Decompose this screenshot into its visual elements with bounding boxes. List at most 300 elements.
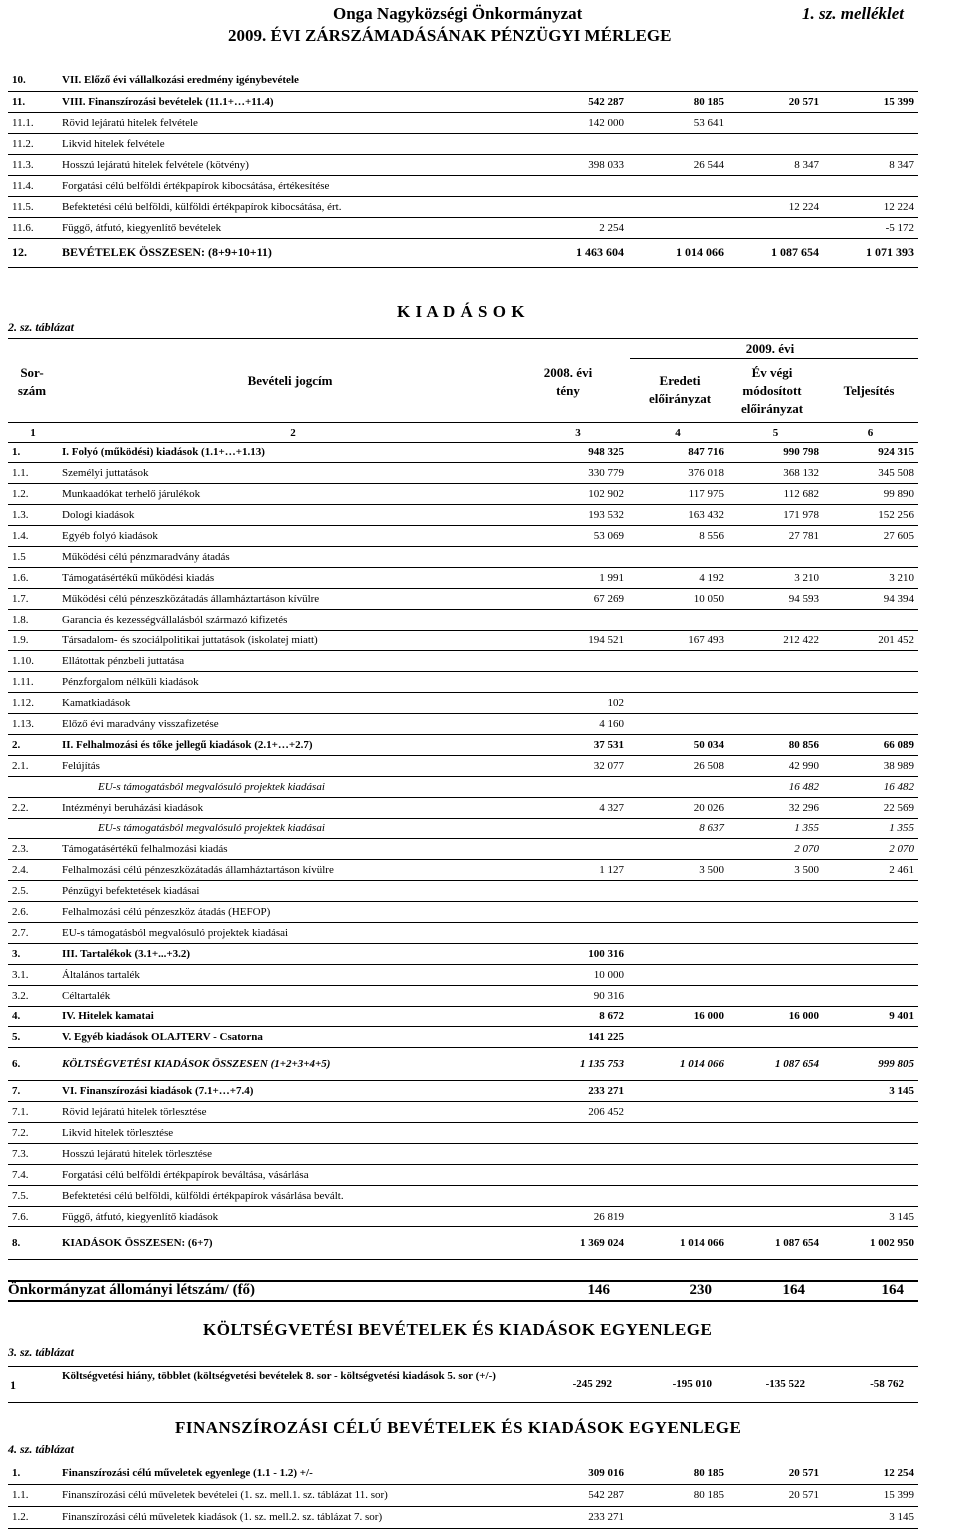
- row-value: [628, 651, 728, 672]
- row-label: Dologi kiadások: [58, 505, 528, 526]
- row-label: Pénzügyi befektetések kiadásai: [58, 881, 528, 902]
- row-value: 4 192: [628, 567, 728, 588]
- row-label: Finanszírozási célú műveletek bevételei (1. sz. mell.1. sz. táblázat 11. sor): [58, 1484, 528, 1506]
- row-number: 11.1.: [8, 112, 58, 133]
- table-row: [8, 588, 918, 609]
- row-value: 9 401: [823, 1006, 918, 1027]
- row-value: [628, 902, 728, 923]
- row-value: 233 271: [528, 1081, 628, 1102]
- row-value: 117 975: [628, 484, 728, 505]
- rule: [8, 338, 918, 339]
- row-number: 1.1.: [8, 463, 58, 484]
- staff-value: 164: [881, 1282, 904, 1298]
- row-label: Forgatási célú belföldi értékpapírok beváltása, vásárlása: [58, 1164, 528, 1185]
- row-value: [823, 70, 918, 91]
- row-number: 7.5.: [8, 1185, 58, 1206]
- table3-row-label: Költségvetési hiány, többlet (költségvetési bevételek 8. sor - költségvetési kiadások 5. sor (+/-): [62, 1370, 496, 1382]
- row-value: [728, 1506, 823, 1528]
- row-number: 2.1.: [8, 755, 58, 776]
- table-row: [8, 1206, 918, 1227]
- row-value: [528, 546, 628, 567]
- row-value: 948 325: [528, 442, 628, 463]
- row-number: 2.: [8, 734, 58, 755]
- row-value: [528, 839, 628, 860]
- row-value: 27 781: [728, 526, 823, 547]
- row-value: 1 369 024: [528, 1227, 628, 1260]
- table-row: [8, 196, 918, 217]
- table-row: [8, 943, 918, 964]
- table-row: [8, 546, 918, 567]
- table-row: [8, 154, 918, 175]
- row-value: 2 254: [528, 217, 628, 238]
- row-value: 12 224: [728, 196, 823, 217]
- row-value: [528, 609, 628, 630]
- row-value: 8 556: [628, 526, 728, 547]
- row-number: 11.3.: [8, 154, 58, 175]
- row-value: [628, 943, 728, 964]
- row-value: [728, 902, 823, 923]
- row-number: [8, 776, 58, 797]
- row-value: [628, 776, 728, 797]
- col-number: 3: [528, 424, 628, 442]
- row-value: 20 571: [728, 1462, 823, 1484]
- row-value: [628, 1102, 728, 1123]
- row-value: [628, 133, 728, 154]
- col-number: 5: [728, 424, 823, 442]
- row-value: [528, 1164, 628, 1185]
- row-label: Finanszírozási célú műveletek egyenlege (1.1 - 1.2) +/-: [58, 1462, 528, 1484]
- row-value: 141 225: [528, 1027, 628, 1048]
- row-value: 376 018: [628, 463, 728, 484]
- row-number: 2.4.: [8, 860, 58, 881]
- row-number: 7.4.: [8, 1164, 58, 1185]
- row-label: EU-s támogatásból megvalósuló projektek kiadásai: [58, 922, 528, 943]
- row-value: 112 682: [728, 484, 823, 505]
- row-number: 1.3.: [8, 505, 58, 526]
- row-value: [728, 922, 823, 943]
- row-value: 171 978: [728, 505, 823, 526]
- table-row: [8, 672, 918, 693]
- row-value: -5 172: [823, 217, 918, 238]
- col-modositott-header: Év végi módosított előirányzat: [740, 365, 804, 416]
- revenue-table: [8, 70, 918, 268]
- row-value: 16 482: [823, 776, 918, 797]
- row-value: 1 014 066: [628, 1048, 728, 1081]
- col-jogcim-header: Bevételi jogcím: [247, 373, 333, 388]
- row-value: [823, 902, 918, 923]
- row-label: Működési célú pénzmaradvány átadás: [58, 546, 528, 567]
- table-row: [8, 1081, 918, 1102]
- row-value: [823, 1027, 918, 1048]
- row-label: Kamatkiadások: [58, 693, 528, 714]
- table-row: [8, 1185, 918, 1206]
- rule: [8, 1366, 918, 1367]
- table-row: [8, 505, 918, 526]
- rule: [630, 358, 918, 359]
- table-row: [8, 797, 918, 818]
- row-label: Működési célú pénzeszközátadás államháztartáson kívülre: [58, 588, 528, 609]
- table-row: [8, 484, 918, 505]
- table-row: [8, 91, 918, 112]
- row-label: EU-s támogatásból megvalósuló projektek kiadásai: [58, 818, 528, 839]
- row-value: 345 508: [823, 463, 918, 484]
- row-value: 3 145: [823, 1206, 918, 1227]
- table-row: [8, 881, 918, 902]
- row-value: 100 316: [528, 943, 628, 964]
- row-value: 3 500: [728, 860, 823, 881]
- row-number: 7.: [8, 1081, 58, 1102]
- row-number: 11.: [8, 91, 58, 112]
- row-number: 7.1.: [8, 1102, 58, 1123]
- row-value: [728, 1185, 823, 1206]
- row-value: [823, 133, 918, 154]
- row-label: Finanszírozási célú műveletek kiadások (1. sz. mell.2. sz. táblázat 7. sor): [58, 1506, 528, 1528]
- row-value: [628, 1506, 728, 1528]
- row-number: 5.: [8, 1027, 58, 1048]
- row-value: 1 002 950: [823, 1227, 918, 1260]
- row-value: 80 185: [628, 1484, 728, 1506]
- row-value: [628, 1123, 728, 1144]
- row-value: 193 532: [528, 505, 628, 526]
- row-value: 2 070: [823, 839, 918, 860]
- row-value: [728, 1143, 823, 1164]
- row-value: [728, 943, 823, 964]
- row-value: [728, 714, 823, 735]
- table3-row-number: 1: [10, 1378, 16, 1392]
- row-value: [728, 112, 823, 133]
- row-label: Függő, átfutó, kiegyenlítő kiadások: [58, 1206, 528, 1227]
- staff-value: 164: [782, 1282, 805, 1298]
- row-value: [823, 672, 918, 693]
- row-label: Egyéb folyó kiadások: [58, 526, 528, 547]
- row-number: 10.: [8, 70, 58, 91]
- row-value: 8 637: [628, 818, 728, 839]
- row-label: Céltartalék: [58, 985, 528, 1006]
- row-value: [728, 693, 823, 714]
- row-label: Forgatási célú belföldi értékpapírok kibocsátása, értékesítése: [58, 175, 528, 196]
- row-value: 26 544: [628, 154, 728, 175]
- row-number: 4.: [8, 1006, 58, 1027]
- row-value: [628, 1206, 728, 1227]
- rule: [8, 1300, 918, 1302]
- row-number: 3.1.: [8, 964, 58, 985]
- row-number: 11.6.: [8, 217, 58, 238]
- row-number: 7.2.: [8, 1123, 58, 1144]
- row-label: EU-s támogatásból megvalósuló projektek kiadásai: [58, 776, 528, 797]
- table-row: [8, 1006, 918, 1027]
- row-value: 20 571: [728, 1484, 823, 1506]
- row-value: 3 210: [728, 567, 823, 588]
- row-number: 6.: [8, 1048, 58, 1081]
- row-label: KÖLTSÉGVETÉSI KIADÁSOK ÖSSZESEN (1+2+3+4+5): [58, 1048, 528, 1081]
- row-value: 309 016: [528, 1462, 628, 1484]
- table-row: [8, 860, 918, 881]
- row-value: [628, 693, 728, 714]
- table-row: [8, 1143, 918, 1164]
- row-value: 16 482: [728, 776, 823, 797]
- row-number: 1.2.: [8, 484, 58, 505]
- row-value: 32 296: [728, 797, 823, 818]
- table-row: [8, 755, 918, 776]
- row-value: 1 014 066: [628, 1227, 728, 1260]
- expenses-title: K I A D Á S O K: [397, 302, 525, 321]
- row-value: 990 798: [728, 442, 823, 463]
- row-value: 42 990: [728, 755, 823, 776]
- table-row: [8, 1164, 918, 1185]
- row-value: 80 185: [628, 91, 728, 112]
- row-value: [823, 943, 918, 964]
- row-value: [728, 1123, 823, 1144]
- row-value: [528, 1123, 628, 1144]
- row-number: 1.2.: [8, 1506, 58, 1528]
- row-label: Előző évi maradvány visszafizetése: [58, 714, 528, 735]
- row-number: 1.9.: [8, 630, 58, 651]
- col-number: 6: [823, 424, 918, 442]
- row-value: [628, 546, 728, 567]
- row-value: [528, 902, 628, 923]
- row-value: [823, 881, 918, 902]
- row-value: [823, 693, 918, 714]
- row-value: [628, 1143, 728, 1164]
- row-label: Felújítás: [58, 755, 528, 776]
- row-value: 8 347: [728, 154, 823, 175]
- row-number: 1.7.: [8, 588, 58, 609]
- row-value: [728, 651, 823, 672]
- row-value: 16 000: [628, 1006, 728, 1027]
- row-value: 1 355: [823, 818, 918, 839]
- table-row: [8, 714, 918, 735]
- table3-value: -245 292: [572, 1378, 612, 1390]
- table-row: [8, 693, 918, 714]
- row-number: 3.: [8, 943, 58, 964]
- table-row: [8, 238, 918, 267]
- row-value: 50 034: [628, 734, 728, 755]
- row-label: Garancia és kezességvállalásból származó kifizetés: [58, 609, 528, 630]
- row-value: 1 087 654: [728, 1048, 823, 1081]
- row-value: [528, 881, 628, 902]
- row-value: 3 145: [823, 1081, 918, 1102]
- row-label: Ellátottak pénzbeli juttatása: [58, 651, 528, 672]
- row-value: [528, 175, 628, 196]
- row-label: V. Egyéb kiadások OLAJTERV - Csatorna: [58, 1027, 528, 1048]
- row-value: [823, 1123, 918, 1144]
- row-value: [728, 672, 823, 693]
- table3-title: KÖLTSÉGVETÉSI BEVÉTELEK ÉS KIADÁSOK EGYENLEGE: [203, 1320, 713, 1339]
- row-value: 3 145: [823, 1506, 918, 1528]
- row-value: [628, 1185, 728, 1206]
- row-value: 152 256: [823, 505, 918, 526]
- row-value: [728, 985, 823, 1006]
- staff-label: Önkormányzat állományi létszám/ (fő): [8, 1282, 256, 1298]
- row-value: 2 070: [728, 839, 823, 860]
- row-value: 2 461: [823, 860, 918, 881]
- table-row: [8, 1048, 918, 1081]
- row-label: Munkaadókat terhelő járulékok: [58, 484, 528, 505]
- row-value: 233 271: [528, 1506, 628, 1528]
- row-value: 8 347: [823, 154, 918, 175]
- row-value: 4 327: [528, 797, 628, 818]
- table-row: [8, 1123, 918, 1144]
- row-value: [823, 714, 918, 735]
- row-number: 1.10.: [8, 651, 58, 672]
- row-value: 1 991: [528, 567, 628, 588]
- row-number: 11.5.: [8, 196, 58, 217]
- row-value: [628, 1081, 728, 1102]
- row-value: [628, 922, 728, 943]
- table2-label: 2. sz. táblázat: [8, 320, 75, 334]
- row-value: 542 287: [528, 1484, 628, 1506]
- row-label: Támogatásértékű felhalmozási kiadás: [58, 839, 528, 860]
- row-value: [823, 1164, 918, 1185]
- row-value: [728, 1206, 823, 1227]
- row-value: 142 000: [528, 112, 628, 133]
- row-number: 2.5.: [8, 881, 58, 902]
- row-value: 67 269: [528, 588, 628, 609]
- table-row: [8, 217, 918, 238]
- table-row: [8, 609, 918, 630]
- row-value: [528, 672, 628, 693]
- row-number: 2.7.: [8, 922, 58, 943]
- row-label: VI. Finanszírozási kiadások (7.1+…+7.4): [58, 1081, 528, 1102]
- row-value: [528, 1143, 628, 1164]
- row-label: Támogatásértékű működési kiadás: [58, 567, 528, 588]
- row-value: [823, 175, 918, 196]
- row-value: 12 254: [823, 1462, 918, 1484]
- row-number: 1.6.: [8, 567, 58, 588]
- row-label: Likvid hitelek törlesztése: [58, 1123, 528, 1144]
- table-row: [8, 70, 918, 91]
- row-value: 94 394: [823, 588, 918, 609]
- row-value: 26 819: [528, 1206, 628, 1227]
- row-value: [528, 776, 628, 797]
- row-value: 1 127: [528, 860, 628, 881]
- row-value: 99 890: [823, 484, 918, 505]
- row-label: Hosszú lejáratú hitelek törlesztése: [58, 1143, 528, 1164]
- row-value: 32 077: [528, 755, 628, 776]
- row-value: 847 716: [628, 442, 728, 463]
- row-value: [728, 964, 823, 985]
- table-row: [8, 985, 918, 1006]
- table-row: [8, 175, 918, 196]
- row-value: 26 508: [628, 755, 728, 776]
- row-value: [628, 964, 728, 985]
- row-value: [728, 1027, 823, 1048]
- row-value: [628, 839, 728, 860]
- row-label: VII. Előző évi vállalkozási eredmény igénybevétele: [58, 70, 528, 91]
- expenses-table: [8, 424, 918, 1260]
- table-row: [8, 133, 918, 154]
- row-value: [823, 985, 918, 1006]
- row-label: III. Tartalékok (3.1+...+3.2): [58, 943, 528, 964]
- row-number: 1.13.: [8, 714, 58, 735]
- row-number: 11.2.: [8, 133, 58, 154]
- table3-value: -195 010: [672, 1378, 712, 1390]
- row-label: KIADÁSOK ÖSSZESEN: (6+7): [58, 1227, 528, 1260]
- row-value: 999 805: [823, 1048, 918, 1081]
- row-label: Befektetési célú belföldi, külföldi értékpapírok kibocsátása, ért.: [58, 196, 528, 217]
- row-value: [628, 175, 728, 196]
- row-number: 1.: [8, 1462, 58, 1484]
- table-row: [8, 818, 918, 839]
- table3-value: -58 762: [870, 1378, 904, 1390]
- document-title: 2009. ÉVI ZÁRSZÁMADÁSÁNAK PÉNZÜGYI MÉRLEGE: [228, 26, 672, 45]
- col-eredeti-header: Eredeti előirányzat: [648, 373, 712, 406]
- row-value: [728, 133, 823, 154]
- table-row: [8, 463, 918, 484]
- row-value: [528, 818, 628, 839]
- row-value: [823, 1185, 918, 1206]
- row-label: Társadalom- és szociálpolitikai juttatások (iskolatej miatt): [58, 630, 528, 651]
- row-value: 15 399: [823, 91, 918, 112]
- row-value: [628, 881, 728, 902]
- row-value: [528, 922, 628, 943]
- row-value: 80 856: [728, 734, 823, 755]
- table-row: [8, 1227, 918, 1260]
- row-value: 80 185: [628, 1462, 728, 1484]
- row-number: 1.5: [8, 546, 58, 567]
- row-value: [628, 985, 728, 1006]
- row-label: Személyi juttatások: [58, 463, 528, 484]
- row-value: 37 531: [528, 734, 628, 755]
- row-value: [728, 609, 823, 630]
- row-number: 2.6.: [8, 902, 58, 923]
- row-number: 1.8.: [8, 609, 58, 630]
- row-value: 66 089: [823, 734, 918, 755]
- row-value: 3 210: [823, 567, 918, 588]
- row-value: 1 071 393: [823, 238, 918, 267]
- table-row: [8, 526, 918, 547]
- row-value: 12 224: [823, 196, 918, 217]
- row-label: Befektetési célú belföldi, külföldi értékpapírok vásárlása bevált.: [58, 1185, 528, 1206]
- row-value: 368 132: [728, 463, 823, 484]
- row-value: [528, 651, 628, 672]
- row-value: [728, 881, 823, 902]
- row-value: 10 050: [628, 588, 728, 609]
- row-value: [628, 217, 728, 238]
- row-number: 1.1.: [8, 1484, 58, 1506]
- row-value: 16 000: [728, 1006, 823, 1027]
- row-value: [823, 651, 918, 672]
- row-number: 11.4.: [8, 175, 58, 196]
- row-value: 212 422: [728, 630, 823, 651]
- row-value: 1 087 654: [728, 238, 823, 267]
- row-number: 7.3.: [8, 1143, 58, 1164]
- table-row: [8, 112, 918, 133]
- row-value: 1 463 604: [528, 238, 628, 267]
- row-value: 4 160: [528, 714, 628, 735]
- row-number: 2.3.: [8, 839, 58, 860]
- annex-label: 1. sz. melléklet: [802, 4, 904, 23]
- row-label: VIII. Finanszírozási bevételek (11.1+…+11.4): [58, 91, 528, 112]
- row-value: 1 087 654: [728, 1227, 823, 1260]
- row-label: Intézményi beruházási kiadások: [58, 797, 528, 818]
- row-number: 1.12.: [8, 693, 58, 714]
- row-value: 206 452: [528, 1102, 628, 1123]
- row-value: [728, 217, 823, 238]
- table-row: [8, 1484, 918, 1506]
- row-label: Rövid lejáratú hitelek felvétele: [58, 112, 528, 133]
- row-value: [823, 964, 918, 985]
- row-number: 3.2.: [8, 985, 58, 1006]
- financing-table: [8, 1462, 918, 1529]
- row-value: [528, 70, 628, 91]
- organization-title: Onga Nagyközségi Önkormányzat: [333, 4, 583, 23]
- row-value: 8 672: [528, 1006, 628, 1027]
- table-row: [8, 1506, 918, 1528]
- row-label: I. Folyó (működési) kiadások (1.1+…+1.13): [58, 442, 528, 463]
- col-sorszam-header: Sor- szám: [17, 365, 47, 398]
- row-value: 167 493: [628, 630, 728, 651]
